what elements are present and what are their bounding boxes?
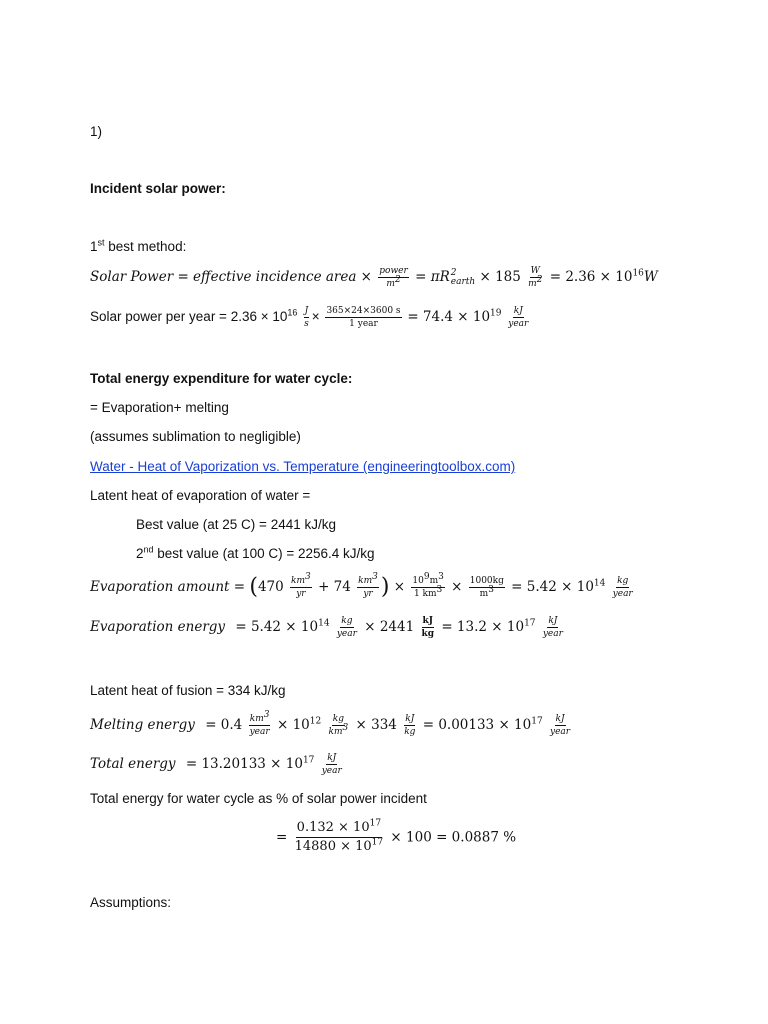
total-energy-equation: Total energy = $13.20133 \times 10^{17}$ $\frac{kJ}{\text{year}}$	[90, 753, 342, 776]
evaporation-amount-equation: Evaporation amount = (470 $\frac{km^3}{yr}$ + 74 $\frac{km^3}{yr}$ ) × $\frac{10^9m^3}{1 km^3}$ × $\frac{1000kg}{m^3}$ = $5.42 \times 10^{14}$ $\frac{kg}{\text{year}}$	[90, 572, 633, 600]
fusion-text: Latent heat of fusion = 334 kJ/kg	[90, 683, 286, 698]
question-number: 1)	[90, 124, 103, 139]
second-best-value-text: 2nd best value (at 100 C) = 2256.4 kJ/kg	[136, 544, 375, 561]
solar-year-equation: Solar power per year = $2.36 \times 10^{16}$ $\frac{J}{s}$ × $\frac{365\times 24\times 3600 s}{\text{1 year}}$ = $74.4 \times 10^{19}$ $\frac{kJ}{\text{year}}$	[90, 306, 529, 329]
energy-heading: Total energy expenditure for water cycle:	[90, 371, 353, 386]
engineering-toolbox-link[interactable]: Water - Heat of Vaporization vs. Temperature (engineeringtoolbox.com)	[90, 459, 516, 474]
latent-evap-label: Latent heat of evaporation of water =	[90, 488, 311, 503]
assumptions-heading: Assumptions:	[90, 895, 172, 910]
best-method-label: 1st best method:	[90, 237, 187, 254]
percent-equation: = $\frac{0.132 \times 10^{17}}{14880 \times 10^{17}}$ × 100 = 0.0887 %	[276, 818, 517, 854]
percent-label: Total energy for water cycle as % of solar power incident	[90, 791, 427, 806]
solar-power-equation: Solar Power = effective incidence area × $\frac{\text{power}}{m^2}$ = πR 2 earth × 185 $\frac{W}{m^2}$ = $2.36 \times 10^{16}W$	[90, 266, 658, 289]
incident-heading: Incident solar power:	[90, 181, 226, 196]
best-value-text: Best value (at 25 C) = 2441 kJ/kg	[136, 517, 336, 532]
assumption-text: (assumes sublimation to negligible)	[90, 429, 301, 444]
evaporation-energy-equation: Evaporation energy = $5.42 \times 10^{14}$ $\frac{kg}{\text{year}}$ × 2441 $\frac{kJ}{kg}$ = $13.2 \times 10^{17}$ $\frac{kJ}{\text{year}}$	[90, 616, 563, 639]
evaporation-melting-line: = Evaporation+ melting	[90, 400, 229, 415]
melting-energy-equation: Melting energy = 0.4 $\frac{km^3}{\text{year}}$ × $10^{12}$ $\frac{kg}{km^3}$ × 334 $\frac{kJ}{kg}$ = $0.00133 \times 10^{17}$ $\frac{kJ}{\text{year}}$	[90, 710, 571, 737]
